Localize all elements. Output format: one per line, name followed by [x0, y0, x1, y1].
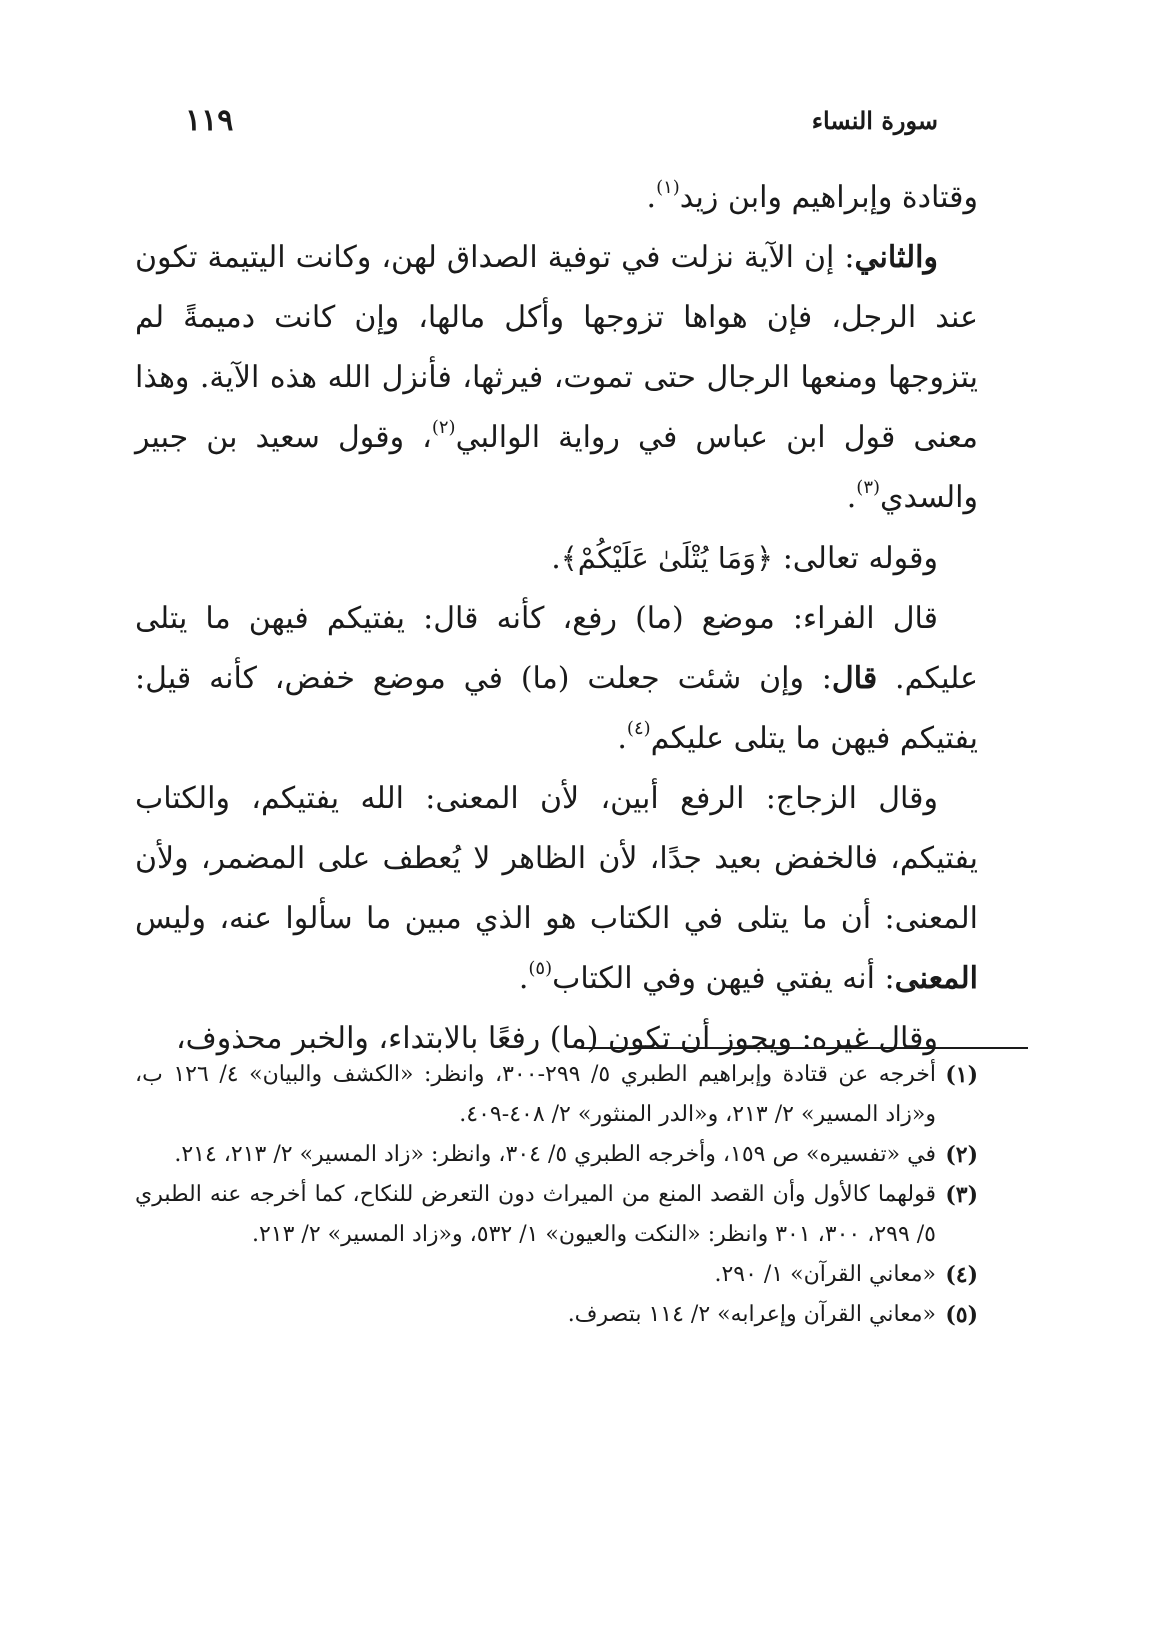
footnote	[135, 1055, 978, 1135]
punctuation: .	[617, 721, 627, 756]
footnote	[135, 1255, 978, 1295]
footnote-text: أخرجه عن قتادة وإبراهيم الطبري ٥/ ٢٩٩-٣٠٠، وانظر: «الكشف والبيان» ٤/ ١٢٦ ب، و«زاد المسير» ٢/ ٢١٣، و«الدر المنثور» ٢/ ٤٠٨-٤٠٩.	[135, 1062, 937, 1127]
keyword-qala: قال	[831, 661, 878, 696]
footnote-number: (١)	[945, 1062, 978, 1088]
footnote-text: في «تفسيره» ص ١٥٩، وأخرجه الطبري ٥/ ٣٠٤، وانظر: «زاد المسير» ٢/ ٢١٣، ٢١٤.	[174, 1142, 936, 1167]
keyword-meaning: المعنى	[894, 961, 978, 996]
footnote-divider	[580, 1047, 1028, 1049]
paragraph-text: وقال الزجاج: الرفع أبين، لأن المعنى: الله يفتيكم، والكتاب يفتيكم، فالخفض بعيد جدًا، لأن الظاهر لا يُعطف على المضمر، ولأن المعنى: أن ما يتلى في الكتاب هو الذي مبين ما سألوا عنه، وليس	[135, 781, 978, 936]
footnote-ref-3: (٣)	[856, 477, 881, 498]
footnote-text: قولهما كالأول وأن القصد المنع من الميراث دون التعرض للنكاح، كما أخرجه عنه الطبري ٥/ ٢٩٩، ٣٠٠، ٣٠١ وانظر: «النكت والعيون» ١/ ٥٣٢، و«زاد المسير» ٢/ ٢١٣.	[135, 1182, 936, 1247]
punctuation: .	[518, 961, 529, 996]
footnote	[135, 1135, 978, 1175]
paragraph-text: وقتادة وإبراهيم وابن زيد	[679, 180, 978, 215]
footnote-text: «معاني القرآن وإعرابه» ٢/ ١١٤ بتصرف.	[567, 1302, 936, 1327]
paragraph-5	[135, 769, 978, 1009]
paragraph-text: : إن الآية نزلت في توفية الصداق لهن، وكانت اليتيمة تكون عند الرجل، فإن هواها تزوجها وأكل مالها، وإن كانت دميمةً لم يتزوجها ومنعها الرجال حتى تموت، فيرثها، فأنزل الله هذه الآية. وهذا معنى قول ابن عباس في رواية الوالبي	[135, 240, 978, 455]
footnotes-section	[135, 1055, 978, 1335]
surah-title: سورة النساء	[811, 105, 938, 135]
footnote	[135, 1175, 978, 1255]
paragraph-text: وقال غيره: ويجوز أن تكون (ما) رفعًا بالابتداء، والخبر محذوف،	[175, 1021, 938, 1056]
paragraph-3	[135, 528, 978, 589]
punctuation: .	[551, 541, 561, 576]
punctuation: .	[646, 180, 657, 215]
paragraph-text: : وإن شئت جعلت (ما) في موضع خفض، كأنه قيل: يفتيكم فيهن ما يتلى عليكم	[135, 661, 978, 756]
paragraph-text: ، وقول سعيد بن جبير والسدي	[135, 420, 978, 515]
paragraph-text: وقوله تعالى:	[773, 541, 938, 576]
paragraph-2	[135, 228, 978, 528]
footnote-number: (٥)	[945, 1302, 978, 1328]
paragraph-1	[135, 168, 978, 228]
footnote-ref-2: (٢)	[431, 417, 456, 438]
page-header	[185, 100, 938, 140]
quran-verse: ﴿وَمَا يُتْلَىٰ عَلَيْكُمْ﴾	[560, 541, 774, 575]
footnote-number: (٢)	[945, 1142, 978, 1168]
footnote-ref-1: (١)	[656, 177, 680, 198]
footnote-number: (٤)	[945, 1262, 978, 1288]
paragraph-text: قال الفراء: موضع (ما) رفع، كأنه قال: يفتيكم فيهن ما يتلى عليكم.	[135, 601, 978, 696]
paragraph-text: : أنه يفتي فيهن وفي الكتاب	[552, 961, 895, 996]
page-number: ١١٩	[185, 102, 234, 138]
footnote-text: «معاني القرآن» ١/ ٢٩٠.	[714, 1262, 936, 1287]
paragraph-4	[135, 589, 978, 769]
footnote-ref-5: (٥)	[528, 958, 553, 979]
keyword-second-opinion: والثاني	[854, 240, 938, 275]
footnote	[135, 1295, 978, 1335]
main-text	[135, 168, 978, 1069]
footnote-number: (٣)	[945, 1182, 978, 1208]
footnote-ref-4: (٤)	[626, 718, 651, 739]
punctuation: .	[846, 480, 857, 515]
